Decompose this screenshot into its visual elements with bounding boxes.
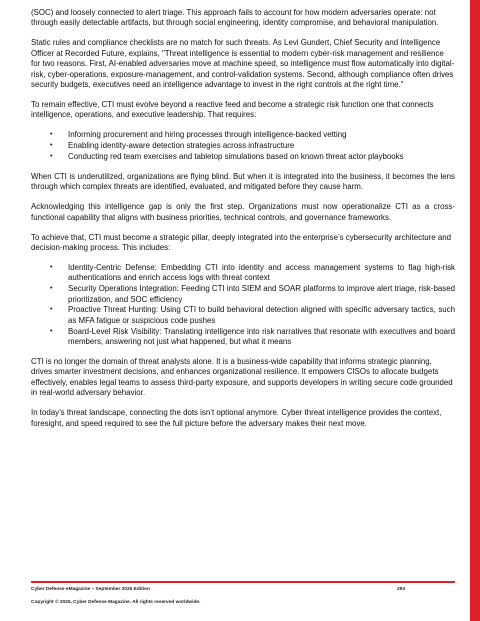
list-item-text: Proactive Threat Hunting: Using CTI to build behavioral detection aligned with specific adversary tactics, such as MFA fatigue or suspicious code pushes — [68, 305, 455, 325]
footer-copyright: Copyright © 2025, Cyber Defense Magazine. All rights reserved worldwide. — [31, 600, 201, 605]
bullet-icon: • — [50, 142, 53, 150]
bullet-icon: • — [50, 306, 53, 314]
list-item-text: Security Operations Integration: Feeding CTI into SIEM and SOAR platforms to improve alert triage, risk-based prioritization, and SOC efficiency — [68, 284, 455, 304]
footer-divider — [31, 581, 455, 583]
list-item — [50, 262, 455, 284]
footer-copyright-line — [31, 600, 455, 605]
list-item-text: Conducting red team exercises and tabletop simulations based on known threat actor playbooks — [68, 151, 404, 161]
page-number: 293 — [397, 587, 406, 592]
paragraph-3: To remain effective, CTI must evolve beyond a reactive feed and become a strategic risk function one that connects intelligence, operations, and executive leadership. That requires: — [31, 99, 434, 120]
bullet-icon: • — [50, 131, 53, 139]
page-edge-accent-bar — [470, 0, 480, 621]
paragraph-2: Static rules and compliance checklists are no match for such threats. As Levi Gundert, Chief Security and Intelligence Officer at Recorded Future, explains, "Threat intelligence is essential to modern cyber-risk management and resilience for two reasons. First, AI-enabled adversaries move at machine speed, so intelligence must flow automatically into digital-risk, cyber-operations, exposure-management, and control-validation systems. Second, although compliance often drives security budgets, executives need an intelligence advantage to invest in the right controls at the right time." — [31, 38, 455, 89]
article-body — [31, 8, 455, 439]
footer-edition-line — [31, 587, 455, 592]
pillar-list — [31, 263, 455, 348]
requirements-list — [31, 130, 455, 162]
list-item-text: Identity-Centric Defense: Embedding CTI into identity and access management systems to flag high-risk authentications and enrich access logs with threat context — [68, 262, 455, 283]
list-item — [50, 305, 455, 326]
bullet-icon: • — [50, 327, 53, 335]
paragraph-4: When CTI is underutilized, organizations are flying blind. But when it is integrated into the business, it becomes the lens through which complex threats are identified, evaluated, and mitigated before they cause harm. — [31, 171, 455, 192]
bullet-icon: • — [50, 152, 53, 160]
paragraph-7: CTI is no longer the domain of threat analysts alone. It is a business-wide capability that informs strategic planning, drives smarter investment decisions, and enhances organizational resilience. It empowers CISOs to allocate budgets effectively, enables legal teams to assess third-party exposure, and supports developers in writing secure code grounded in real-world adversary behavior. — [31, 357, 453, 398]
paragraph-1: (SOC) and loosely connected to alert triage. This approach fails to account for how modern adversaries operate: not through easily detectable artifacts, but through social engineering, identity compromise, and behavioral manipulation. — [31, 8, 439, 28]
paragraph-8: In today’s threat landscape, connecting the dots isn’t optional anymore. Cyber threat intelligence provides the context, foresight, and speed required to see the full picture before the adversary makes their next move. — [31, 408, 442, 428]
bullet-icon: • — [50, 285, 53, 293]
list-item — [50, 151, 455, 162]
list-item — [50, 141, 455, 151]
paragraph-5: Acknowledging this intelligence gap is only the first step. Organizations must now operationalize CTI as a cross-functional capability that aligns with business priorities, technical controls, and governance frameworks. — [31, 202, 455, 222]
list-item-text: Board-Level Risk Visibility: Translating intelligence into risk narratives that resonate with executives and board members, answering not just what happened, but what it means — [68, 326, 455, 347]
list-item-text: Informing procurement and hiring processes through intelligence-backed vetting — [68, 130, 347, 140]
paragraph-6: To achieve that, CTI must become a strategic pillar, deeply integrated into the enterprise’s cybersecurity architecture and decision-making process. This includes: — [31, 232, 452, 252]
list-item — [50, 326, 455, 348]
bullet-icon: • — [50, 263, 53, 271]
list-item — [50, 284, 455, 305]
list-item — [50, 130, 455, 140]
list-item-text: Enabling identity-aware detection strategies across infrastructure — [68, 141, 295, 151]
footer-edition: Cyber Defense eMagazine – September 2025 Edition — [31, 587, 150, 592]
